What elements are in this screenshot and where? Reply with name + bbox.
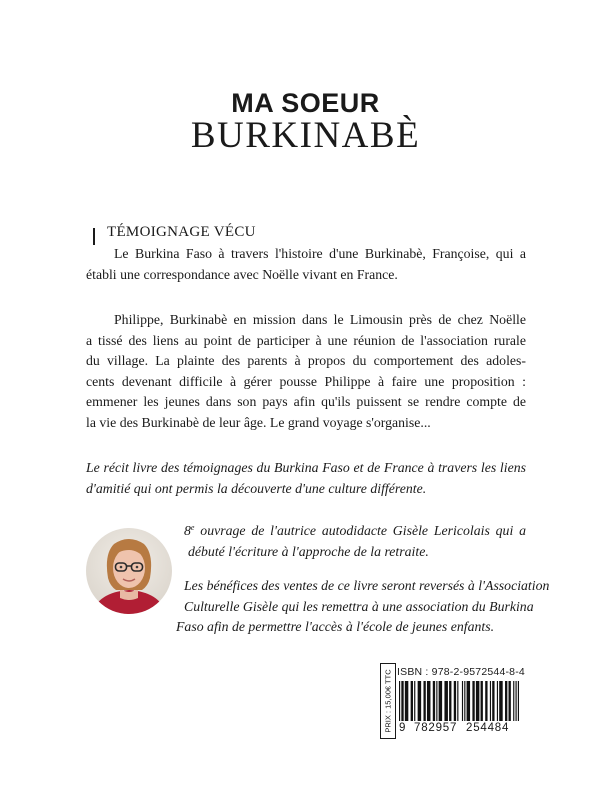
paragraph-2 [86, 310, 526, 433]
barcode-bar [423, 681, 425, 721]
barcode-bar [490, 681, 491, 721]
barcode-bar [499, 681, 503, 721]
barcode-bar [439, 681, 443, 721]
barcode-bar [427, 681, 431, 721]
barcode-bar [497, 681, 498, 721]
author-bio-line [184, 518, 526, 542]
barcode-bar [414, 681, 415, 721]
paragraph-1-line: Le Burkina Faso à travers l'histoire d'une Burkinabè, Françoise, qui a [114, 246, 526, 261]
author-bio-line: débuté l'écriture à l'approche de la retraite. [188, 543, 429, 559]
section-marker [93, 228, 95, 245]
paragraph-1 [86, 244, 526, 285]
author-photo [86, 528, 172, 614]
summary-line: d'amitié qui ont permis la découverte d'une culture différente. [86, 480, 427, 496]
paragraph-2-line: emmener les jeunes dans son pays afin qu'ils puissent se rendre compte de [86, 394, 526, 409]
barcode-bar [399, 681, 400, 721]
title-line-1: MA SOEUR [231, 88, 380, 118]
paragraph-2-line: la vie des Burkinabè de leur âge. Le grand voyage s'organise... [86, 414, 431, 430]
paragraph-2-line: a tissé des liens au point de participer à une réunion de l'association rurale [86, 332, 526, 348]
paragraph-2-line: cents devenant difficile à gérer pousse Philippe à faire une proposition : [86, 373, 526, 389]
barcode-bar [518, 681, 519, 721]
barcode-bar [513, 681, 514, 721]
barcode-bar [405, 681, 409, 721]
barcode-bar [449, 681, 451, 721]
price-label [380, 663, 396, 739]
author-bio [184, 518, 526, 562]
ordinal-number: 8 [184, 523, 191, 538]
barcode-bar [467, 681, 471, 721]
barcode-bar [492, 681, 494, 721]
barcode-bar [433, 681, 435, 721]
barcode-bar [436, 681, 437, 721]
isbn-text: ISBN : 978-2-9572544-8-4 [397, 666, 525, 678]
barcode-bar [481, 681, 483, 721]
barcode-bar [509, 681, 511, 721]
benefits-text [176, 576, 550, 638]
barcode-group-1: 782957 [414, 722, 458, 734]
barcode-bar [403, 681, 404, 721]
barcode-bar [516, 681, 517, 721]
barcode-bar [505, 681, 507, 721]
benefits-line: Faso afin de permettre l'accès à l'école de jeunes enfants. [176, 619, 495, 634]
benefits-line: Les bénéfices des ventes de ce livre seront reversés à l'Association [184, 578, 550, 593]
barcode-bar [462, 681, 463, 721]
summary-line: Le récit livre des témoignages du Burkina Faso et de France à travers les liens [86, 460, 526, 475]
price-text: PRIX : 15,00€ TTC [383, 669, 393, 733]
summary-italic [86, 458, 526, 499]
barcode-group-2: 254484 [466, 722, 510, 734]
barcode-bar [472, 681, 474, 721]
author-bio-text: ouvrage de l'autrice autodidacte Gisèle Lericolais qui a [194, 523, 526, 538]
barcode-bar [485, 681, 487, 721]
barcode-bar [454, 681, 456, 721]
barcode-bar [457, 681, 458, 721]
paragraph-2-line: Philippe, Burkinabè en mission dans le Limousin près de chez Noëlle [114, 312, 526, 327]
section-heading: TÉMOIGNAGE VÉCU [107, 224, 256, 240]
paragraph-1-line: établi une correspondance avec Noëlle vivant en France. [86, 266, 398, 282]
barcode-bar [418, 681, 422, 721]
barcode-bar [476, 681, 480, 721]
barcode-bar [444, 681, 448, 721]
paragraph-2-line: du village. La plainte des parents à propos du comportement des adoles- [86, 353, 526, 368]
benefits-line: Culturelle Gisèle qui les remettra à une association du Burkina [184, 598, 534, 614]
barcode-bar [411, 681, 413, 721]
barcode-bar [401, 681, 402, 721]
ordinal-suffix: e [190, 523, 195, 532]
barcode-bar [464, 681, 465, 721]
title-line-2: BURKINABÈ [190, 115, 421, 156]
barcode-digit-first: 9 [399, 722, 407, 734]
